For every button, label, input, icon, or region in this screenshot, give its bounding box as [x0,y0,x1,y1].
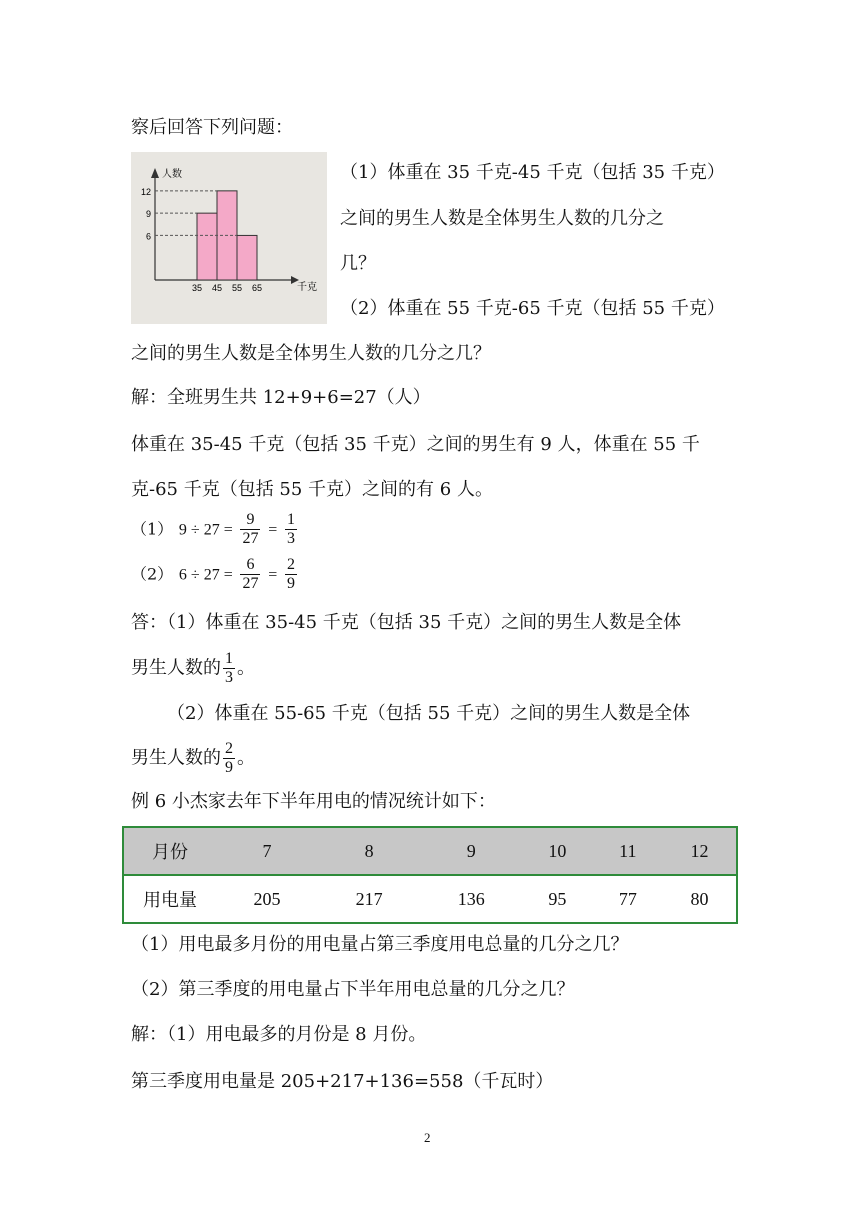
denominator: 9 [225,759,233,776]
histogram-bar [237,235,257,280]
calc-2-label: （2） [131,564,174,584]
denominator: 3 [286,530,295,547]
answer1-fraction [223,650,235,687]
q1-line3: 几？ [340,253,376,274]
table-cell: 217 [318,875,420,923]
solution-line2: 体重在 35-45 千克（包括 35 千克）之间的男生有 9 人，体重在 55 千 [131,434,700,455]
table-cell: 77 [593,875,663,923]
y-axis-label: 人数 [162,169,182,180]
answer1-end: 。 [237,657,255,679]
solution-line3: 克-65 千克（包括 55 千克）之间的有 6 人。 [131,479,493,500]
x-tick-label: 45 [211,283,223,293]
calc-1 [131,511,299,548]
y-tick-label: 12 [140,186,151,197]
calc-1-expr: 9 ÷ 27 = [178,521,233,539]
answer2-line2 [131,740,255,777]
example6-solution2: 第三季度用电量是 205+217+136=558（千瓦时） [131,1071,554,1092]
numerator: 1 [286,511,295,528]
q2-line1: （2）体重在 55 千克-65 千克（包括 55 千克） [340,298,725,319]
solution-line1: 解：全班男生共 12+9+6=27（人） [131,387,431,408]
x-tick-label: 35 [191,283,203,293]
table-cell: 8 [318,827,420,875]
x-tick-label: 55 [231,283,243,293]
table-cell: 7 [216,827,318,875]
calc-2-fraction-b [285,556,297,593]
table-cell: 136 [420,875,522,923]
numerator: 6 [240,556,260,575]
q2-line2: 之间的男生人数是全体男生人数的几分之几？ [131,343,491,364]
q1-line2: 之间的男生人数是全体男生人数的几分之 [340,208,664,229]
example6-solution1: 解：（1）用电最多的月份是 8 月份。 [131,1024,427,1045]
x-axis-label: 千克 [297,282,317,293]
table-cell: 80 [663,875,737,923]
x-tick-label: 65 [251,283,263,293]
table-cell: 月份 [123,827,216,875]
denominator: 3 [225,669,233,686]
numerator: 1 [225,650,233,667]
equals-sign: = [268,566,278,584]
electricity-table [122,826,738,924]
example6-title: 例 6 小杰家去年下半年用电的情况统计如下： [131,791,496,812]
table-row [123,875,737,923]
answer1-text: 男生人数的 [131,657,221,679]
numerator: 2 [225,740,233,757]
table-cell: 95 [522,875,592,923]
bars-group [141,187,262,293]
calc-1-fraction-a [240,511,260,548]
q1-line1: （1）体重在 35 千克-45 千克（包括 35 千克） [340,162,725,183]
answer2-fraction [223,740,235,777]
example6-question2: （2）第三季度的用电量占下半年用电总量的几分之几？ [131,979,575,1000]
y-tick-label: 6 [145,231,151,242]
calc-2 [131,556,299,593]
numerator: 9 [240,511,260,530]
page-number: 2 [424,1130,431,1145]
answer2-end: 。 [237,747,255,769]
calc-2-expr: 6 ÷ 27 = [178,566,233,584]
y-axis-arrow [151,168,159,178]
calc-2-fraction-a [240,556,260,593]
answer2-line1: （2）体重在 55-65 千克（包括 55 千克）之间的男生人数是全体 [167,703,691,724]
table-cell: 10 [522,827,592,875]
numerator: 2 [286,556,295,573]
table-cell: 用电量 [123,875,216,923]
example6-question1: （1）用电最多月份的用电量占第三季度用电总量的几分之几？ [131,934,629,955]
answer1-line2 [131,650,255,687]
answer1-line1: 答：（1）体重在 35-45 千克（包括 35 千克）之间的男生人数是全体 [131,612,682,633]
weight-histogram [131,152,327,324]
denominator: 27 [242,530,259,547]
histogram-bar [197,213,217,280]
table-cell: 9 [420,827,522,875]
intro-text: 察后回答下列问题： [131,117,293,138]
table-header-row [123,827,737,875]
equals-sign: = [268,521,278,539]
table-cell: 12 [663,827,737,875]
answer2-text: 男生人数的 [131,747,221,769]
histogram-svg [131,152,327,324]
denominator: 27 [242,575,259,592]
denominator: 9 [286,575,295,592]
table-cell: 205 [216,875,318,923]
calc-1-fraction-b [285,511,297,548]
table-cell: 11 [593,827,663,875]
y-tick-label: 9 [145,209,151,220]
calc-1-label: （1） [131,519,174,539]
